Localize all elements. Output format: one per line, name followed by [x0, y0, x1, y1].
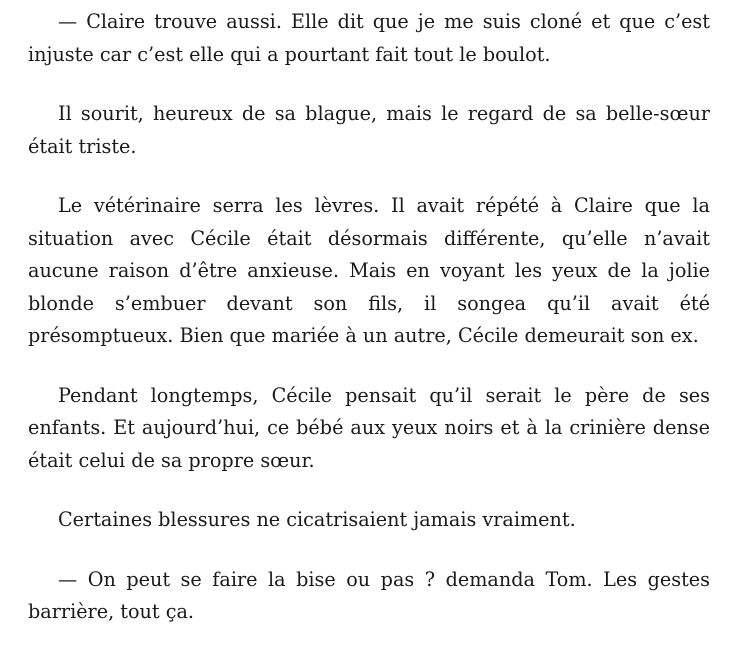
paragraph-veterinarian: Le vétérinaire serra les lèvres. Il avait répété à Claire que la situation avec Cécile était désormais différente, qu’elle n’avait aucune raison d’être anxieuse. Mais en voyant les yeux de la jolie blonde s’embuer devant son fils, il songea qu’il avait été présomptueux. Bien que mariée à un autre, Cécile demeurait son ex.: [28, 194, 710, 347]
paragraph-smile: Il sourit, heureux de sa blague, mais le regard de sa belle-sœur était triste.: [28, 102, 710, 158]
reading-page: [28, 6, 710, 629]
paragraph-dialogue-claire: — Claire trouve aussi. Elle dit que je me suis cloné et que c’est injuste car c’est elle qui a pourtant fait tout le boulot.: [28, 10, 710, 66]
paragraph-cecile: Pendant longtemps, Cécile pensait qu’il serait le père de ses enfants. Et aujourd’hui, ce bébé aux yeux noirs et à la crinière dense était celui de sa propre sœur.: [28, 383, 710, 472]
paragraph-wounds: Certaines blessures ne cicatrisaient jamais vraiment.: [58, 508, 576, 531]
paragraph-dialogue-tom: — On peut se faire la bise ou pas ? demanda Tom. Les gestes barrière, tout ça.: [28, 567, 710, 623]
